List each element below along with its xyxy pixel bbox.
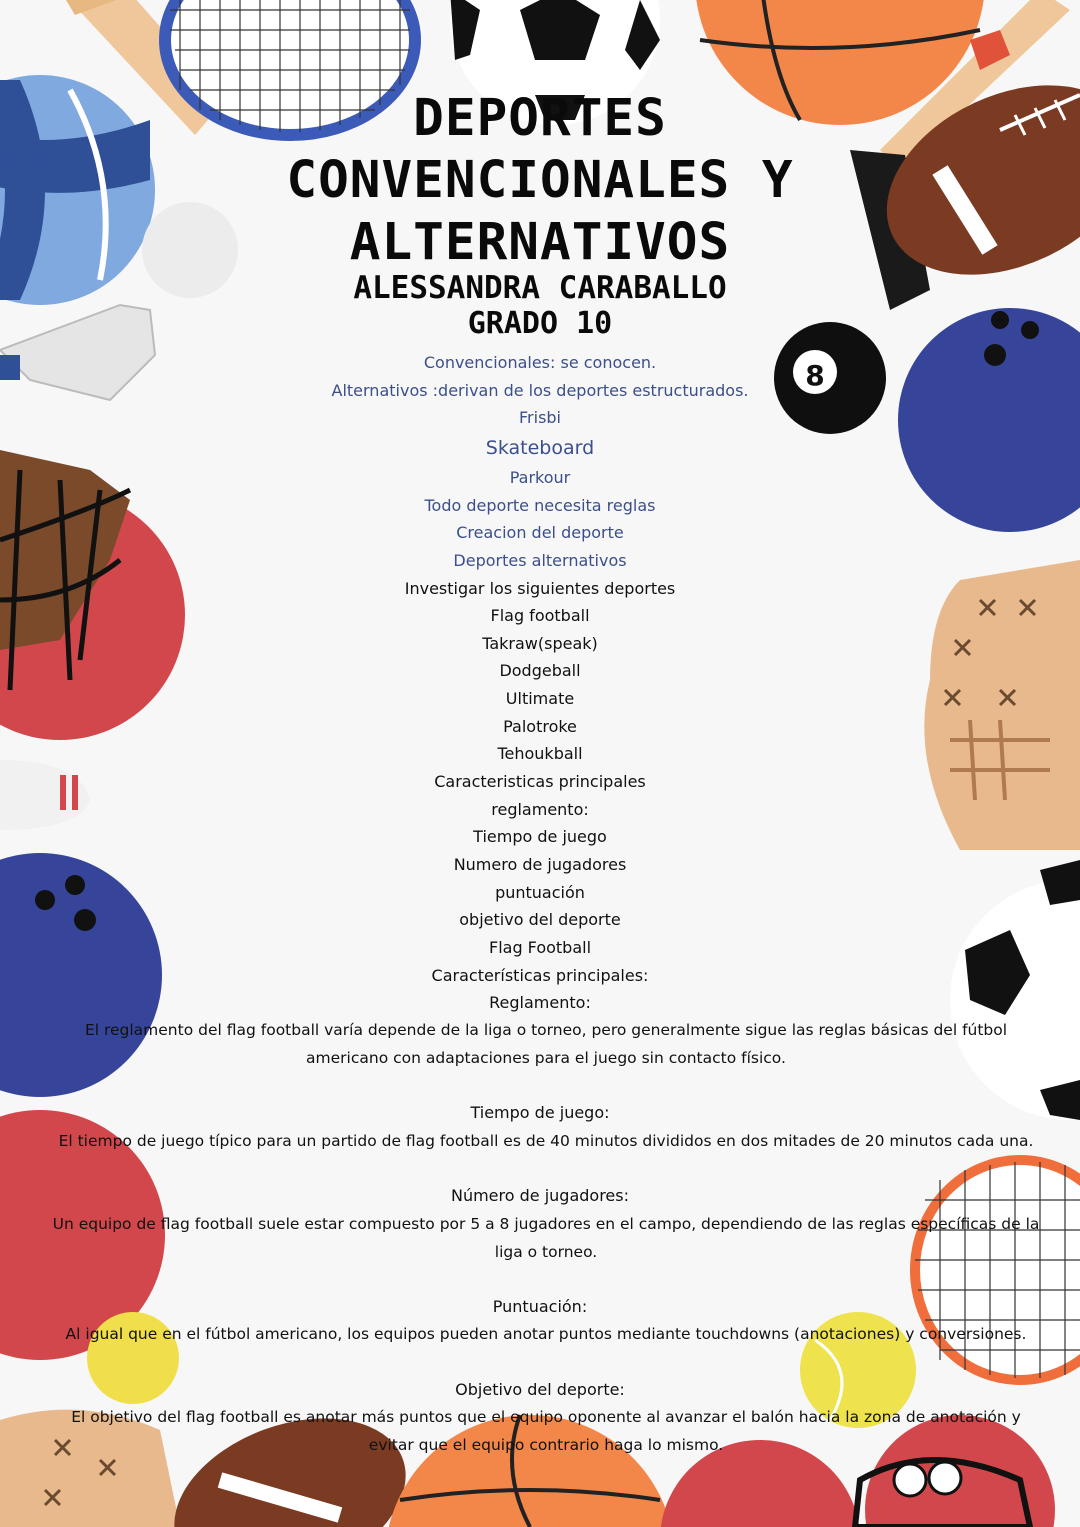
page-title xyxy=(0,88,1080,274)
reglamento-text: El reglamento del flag football varía depende de la liga o torneo, pero generalmente sigue las reglas básicas del fútbol americano con adaptaciones para el juego sin contacto físico. xyxy=(84,1021,1008,1067)
note-deportes-alternativos: Deportes alternativos xyxy=(453,551,627,570)
flag-football-title: Flag Football xyxy=(488,938,592,957)
list-item: Tiempo de juego xyxy=(473,827,607,846)
puntuacion-text: Al igual que en el fútbol americano, los equipos pueden anotar puntos mediante touchdowns (anotaciones) y conversiones. xyxy=(65,1325,1027,1343)
tiempo-text: El tiempo de juego típico para un partido de flag football es de 40 minutos divididos en dos mitades de 20 minutos cada una. xyxy=(58,1132,1034,1150)
jugadores-text: Un equipo de flag football suele estar compuesto por 5 a 8 jugadores en el campo, dependiendo de las reglas específicas de la liga o torneo. xyxy=(52,1215,1040,1261)
list-item: Ultimate xyxy=(505,689,575,708)
tiempo-label: Tiempo de juego: xyxy=(470,1103,610,1122)
objetivo-label: Objetivo del deporte: xyxy=(455,1380,625,1399)
title-line-3: ALTERNATIVOS xyxy=(349,213,731,272)
note-convencionales: Convencionales: se conocen. xyxy=(423,353,657,372)
research-reglamento: reglamento: xyxy=(491,800,589,819)
reglamento-label: Reglamento: xyxy=(489,993,591,1012)
note-creacion: Creacion del deporte xyxy=(456,523,624,542)
list-item: Takraw(speak) xyxy=(482,634,598,653)
eight-ball-number: 8 xyxy=(805,359,825,392)
author-name: ALESSANDRA CARABALLO xyxy=(353,270,727,306)
research-intro: Investigar los siguientes deportes xyxy=(404,579,676,598)
objetivo-text: El objetivo del flag football es anotar más puntos que el equipo oponente al avanzar el balón hacia la zona de anotación y evitar que el equipo contrario haga lo mismo. xyxy=(71,1408,1021,1454)
note-parkour: Parkour xyxy=(509,468,571,487)
title-line-1: DEPORTES xyxy=(413,89,667,148)
jugadores-label: Número de jugadores: xyxy=(450,1186,629,1205)
list-item: Numero de jugadores xyxy=(453,855,627,874)
list-item: Palotroke xyxy=(503,717,577,736)
note-reglas: Todo deporte necesita reglas xyxy=(424,496,656,515)
research-features-title: Caracteristicas principales xyxy=(434,772,646,791)
puntuacion-label: Puntuación: xyxy=(492,1297,588,1316)
list-item: puntuación xyxy=(495,883,585,902)
note-frisbi: Frisbi xyxy=(519,408,561,427)
grade-label: GRADO 10 xyxy=(467,306,613,341)
list-item: Tehoukball xyxy=(497,744,583,763)
note-skateboard: Skateboard xyxy=(485,437,595,459)
title-line-2: CONVENCIONALES Y xyxy=(286,151,794,210)
list-item: objetivo del deporte xyxy=(459,910,621,929)
list-item: Flag football xyxy=(490,606,590,625)
list-item: Dodgeball xyxy=(499,661,581,680)
note-alternativos: Alternativos :derivan de los deportes estructurados. xyxy=(331,381,749,400)
flag-football-features-title: Características principales: xyxy=(431,966,649,985)
